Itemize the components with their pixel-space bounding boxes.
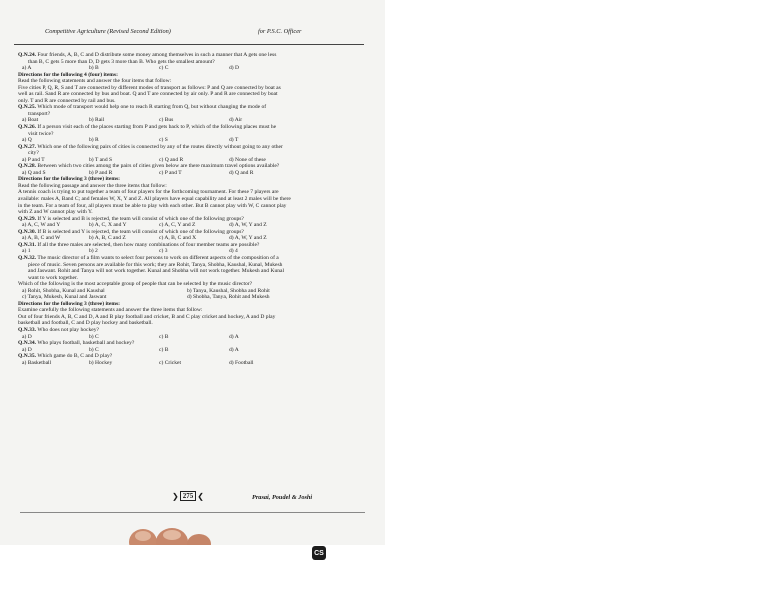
option-a: a) A bbox=[22, 65, 32, 72]
option-c: c) A, C, Y and Z bbox=[159, 222, 196, 229]
question-number: Q.N.24. bbox=[18, 52, 37, 58]
option-b: b) C bbox=[89, 346, 99, 353]
ornament-right-icon: ❮ bbox=[197, 491, 204, 501]
option-d: d) A, W, Y and Z bbox=[229, 222, 267, 229]
option-a: a) Basketball bbox=[22, 359, 52, 366]
question-text: Which game do B, C and D play? bbox=[37, 353, 113, 360]
question-number: Q.N.30. bbox=[18, 228, 37, 235]
question-text: Which mode of transport would help one to reach R starting from Q, but without changing the mode of bbox=[37, 104, 267, 111]
option-a: a) A, C, W and Y bbox=[22, 222, 61, 229]
option-c: c) 3 bbox=[159, 248, 168, 255]
option-a: a) Q bbox=[22, 137, 32, 144]
directions-heading: Directions for the following 3 (three) items: bbox=[18, 300, 120, 307]
question-text: If a person visit each of the places starting from P and gets back to P, which of the following places must he bbox=[37, 124, 277, 131]
question-text: Between which two cities among the pairs of cities given below are there maximum travel options available? bbox=[37, 163, 280, 170]
page-number-ornament bbox=[172, 490, 204, 502]
question-number: Q.N.26. bbox=[18, 124, 37, 131]
passage-line: available: males A, Band C; and females W, X, Y and Z. All players have equal capability and at least 2 males will be there bbox=[18, 196, 291, 203]
option-a: a) P and T bbox=[22, 156, 45, 163]
option-d: d) 4 bbox=[229, 248, 238, 255]
option-a: a) D bbox=[22, 346, 32, 353]
question-text-cont: city? bbox=[28, 150, 39, 157]
question-text-cont: transport? bbox=[28, 110, 51, 117]
question-text: Four friends, A, B, C and D distribute some money among themselves in such a manner that A gets one less bbox=[37, 52, 277, 58]
directions-text: Read the following statements and answer the four items that follow: bbox=[18, 78, 172, 85]
question-text-cont: visit twice? bbox=[28, 130, 54, 137]
question-text: The music director of a film wants to select four persons to work on different aspects of the composition of a bbox=[37, 254, 279, 261]
option-d: d) A bbox=[229, 346, 239, 353]
option-d: d) A bbox=[229, 333, 239, 340]
question-number: Q.N.33. bbox=[18, 326, 37, 333]
question-text: If all the three males are selected, then how many combinations of four member teams are possible? bbox=[37, 241, 260, 248]
question-text-cont: want to work together. bbox=[28, 274, 78, 281]
option-d: d) T bbox=[229, 137, 239, 144]
option-c: c) B bbox=[159, 333, 169, 340]
question-text-cont: and Jaswant. Rohit and Tanya will not work together. Kunal and Shobha will not work together. Mukesh and Kunal bbox=[28, 268, 285, 275]
passage-line: only. T and R are connected by rail and bus. bbox=[18, 97, 116, 104]
question-number: Q.N.31. bbox=[18, 241, 37, 248]
ornament-left-icon: ❯ bbox=[172, 491, 179, 501]
camscanner-logo-icon: CS bbox=[312, 546, 326, 560]
question-prompt: Which of the following is the most acceptable group of people that can be selected by the music director? bbox=[18, 281, 253, 288]
question-number: Q.N.35. bbox=[18, 353, 37, 360]
option-b: b) Hockey bbox=[89, 359, 113, 366]
option-c: c) S bbox=[159, 137, 168, 144]
question-text-cont: piece of music. Seven persons are available for this work; they are Rohit, Tanya, Shobha, Kaushal, Kunal, Mukesh bbox=[28, 261, 283, 268]
question-number: Q.N.32. bbox=[18, 254, 37, 261]
option-c: c) C bbox=[159, 65, 169, 72]
option-c: c) Q and R bbox=[159, 156, 184, 163]
option-c: c) Tanya, Mukesh, Kunal and Jaswant bbox=[22, 294, 107, 301]
option-b: b) Rail bbox=[89, 117, 105, 124]
passage-line: well as rail. Sand R are connected by bus and boat. Q and T are connected by air only. P and R are connected by boat bbox=[18, 91, 278, 98]
question-text: If B is selected and Y is rejected, the team will consist of which one of the following groups? bbox=[37, 228, 244, 235]
page-body bbox=[18, 52, 366, 366]
option-c: c) A, B, C and X bbox=[159, 235, 197, 242]
option-b: b) R bbox=[89, 137, 99, 144]
footer-divider bbox=[20, 512, 365, 513]
option-b: b) T and S bbox=[89, 156, 113, 163]
passage-line: Five cities P, Q, R, S and T are connected by different modes of transport as follows: P and Q are connected by boat as bbox=[18, 84, 281, 91]
question-number: Q.N.27. bbox=[18, 143, 37, 150]
option-b: b) 2 bbox=[89, 248, 98, 255]
option-b: b) A, C, X and Y bbox=[89, 222, 127, 229]
page-number: 275 bbox=[180, 491, 197, 501]
option-a: a) A, B, C and W bbox=[22, 235, 61, 242]
option-d: d) None of these bbox=[229, 156, 266, 163]
running-header-title: Competitive Agriculture (Revised Second Edition) bbox=[45, 28, 171, 35]
option-b: b) Tanya, Kaushal, Shobha and Rohit bbox=[187, 287, 270, 294]
question-text-cont: than B, C gets 5 more than D, D gets 3 more than B. Who gets the smallest amount? bbox=[28, 58, 215, 65]
question-number: Q.N.29. bbox=[18, 215, 37, 222]
scanned-page bbox=[0, 0, 385, 545]
passage-line: in the team. For a team of four, all players must be able to play with each other. But B cannot play with W, C cannot play bbox=[18, 202, 287, 209]
option-c: c) B bbox=[159, 346, 169, 353]
option-c: c) Bus bbox=[159, 117, 174, 124]
option-b: b) C bbox=[89, 333, 99, 340]
option-d: d) A, W, Y and Z bbox=[229, 235, 267, 242]
question-text: Which one of the following pairs of cities is connected by any of the routes directly without going to any other bbox=[37, 143, 283, 150]
option-b: b) B bbox=[89, 65, 99, 72]
question-text: Who plays football, basketball and hockey? bbox=[37, 340, 135, 347]
option-d: d) Shobha, Tanya, Rohit and Mukesh bbox=[187, 294, 270, 301]
option-d: d) Q and R bbox=[229, 169, 254, 176]
options-35 bbox=[18, 360, 366, 367]
passage-line: basketball and football, C and D play hockey and basketball. bbox=[18, 320, 153, 327]
directions-text: Examine carefully the following statements and answer the three items that follow: bbox=[18, 307, 203, 314]
fingertips-photo-artifact bbox=[0, 520, 385, 545]
authors-credit: Prasai, Poudel & Joshi bbox=[252, 494, 313, 501]
question-text: If Y is selected and B is rejected, the team will consist of which one of the following groups? bbox=[37, 215, 244, 222]
question-number: Q.N.25. bbox=[18, 104, 37, 111]
option-b: b) A, B, C and Z bbox=[89, 235, 126, 242]
running-header-audience: for P.S.C. Officer bbox=[258, 28, 302, 35]
option-b: b) P and R bbox=[89, 169, 113, 176]
option-d: d) Football bbox=[229, 359, 254, 366]
option-a: a) 1 bbox=[22, 248, 31, 255]
passage-line: A tennis coach is trying to put together a team of four players for the forthcoming tournament. For these 7 players are bbox=[18, 189, 279, 196]
directions-text: Read the following passage and answer the three items that follow: bbox=[18, 182, 167, 189]
passage-line: Out of four friends A, B, C and D, A and B play football and cricket, B and C play cricket and hockey, A and D play bbox=[18, 313, 276, 320]
directions-heading: Directions for the following 4 (four) items: bbox=[18, 71, 118, 78]
directions-heading: Directions for the following 3 (three) items: bbox=[18, 176, 120, 183]
option-d: d) D bbox=[229, 65, 240, 72]
option-a: a) Q and S bbox=[22, 169, 46, 176]
question-number: Q.N.34. bbox=[18, 340, 37, 347]
option-c: c) Cricket bbox=[159, 359, 182, 366]
option-a: a) D bbox=[22, 333, 32, 340]
option-a: a) Rohit, Shobha, Kunal and Kaushal bbox=[22, 287, 105, 294]
header-divider bbox=[14, 44, 364, 45]
option-c: c) P and T bbox=[159, 169, 182, 176]
question-number: Q.N.28. bbox=[18, 163, 37, 170]
option-a: a) Boat bbox=[22, 117, 39, 124]
option-d: d) Air bbox=[229, 117, 243, 124]
question-text: Who does not play hockey? bbox=[37, 326, 99, 333]
passage-line: with Z and W cannot play with Y. bbox=[18, 209, 93, 216]
